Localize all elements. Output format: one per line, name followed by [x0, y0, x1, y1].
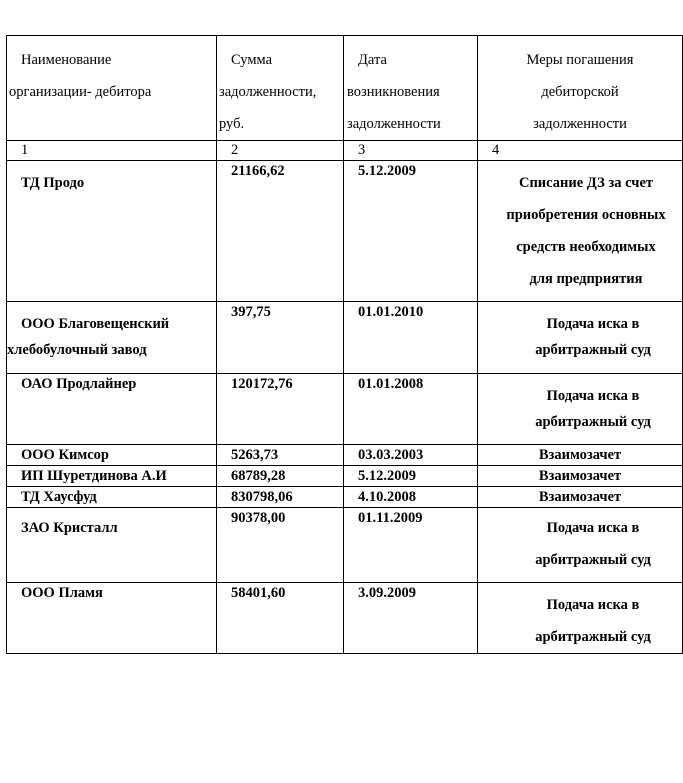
debt-amount: 397,75: [217, 302, 344, 374]
debtors-table: [6, 35, 683, 654]
measure-line: Подача иска в: [546, 520, 640, 536]
debt-date: 3.09.2009: [344, 583, 478, 654]
table-row: [7, 302, 683, 374]
header-measures: [478, 36, 683, 141]
measure-line: арбитражный суд: [535, 414, 651, 430]
repayment-measure: Взаимозачет: [478, 487, 683, 508]
debt-amount: 58401,60: [217, 583, 344, 654]
org-name: ЗАО Кристалл: [7, 508, 217, 583]
debt-date: 5.12.2009: [344, 466, 478, 487]
column-number-4: 4: [478, 141, 683, 161]
org-name-text: хлебобулочный завод: [7, 342, 147, 358]
debt-date: 4.10.2008: [344, 487, 478, 508]
debt-amount: 120172,76: [217, 374, 344, 445]
header-organization-line1: Наименование: [21, 52, 112, 68]
org-name: ООО Пламя: [7, 583, 217, 654]
measure-line: арбитражный суд: [535, 552, 651, 568]
debt-amount: 830798,06: [217, 487, 344, 508]
header-measures-line3: задолженности: [533, 116, 627, 132]
header-date: [344, 36, 478, 141]
org-name: ТД Хаусфуд: [7, 487, 217, 508]
header-organization-line2: организации- дебитора: [9, 84, 152, 100]
header-amount: [217, 36, 344, 141]
table-row: [7, 583, 683, 654]
debt-amount: 90378,00: [217, 508, 344, 583]
org-name-text: ООО Благовещенский: [21, 316, 170, 332]
table-row: [7, 466, 683, 487]
debt-date: 03.03.2003: [344, 445, 478, 466]
table-row: [7, 161, 683, 302]
debt-date: 5.12.2009: [344, 161, 478, 302]
table-row: [7, 374, 683, 445]
header-amount-line1: Сумма: [231, 52, 273, 68]
measure-line: арбитражный суд: [535, 342, 651, 358]
repayment-measure: [478, 583, 683, 654]
measure-line: арбитражный суд: [535, 629, 651, 645]
header-organization: [7, 36, 217, 141]
measure-line: Подача иска в: [546, 597, 640, 613]
header-amount-line2: задолженности,: [219, 84, 317, 100]
org-name: ОАО Продлайнер: [7, 374, 217, 445]
repayment-measure: [478, 374, 683, 445]
repayment-measure: [478, 508, 683, 583]
table-row: [7, 445, 683, 466]
measure-line: Подача иска в: [546, 316, 640, 332]
repayment-measure: Взаимозачет: [478, 445, 683, 466]
org-name: [7, 302, 217, 374]
header-date-line2: возникновения: [347, 84, 440, 100]
org-name: [7, 161, 217, 302]
measure-line: приобретения основных: [506, 207, 666, 223]
measure-line: для предприятия: [529, 271, 643, 287]
measure-line: средств необходимых: [516, 239, 656, 255]
measure-line: Подача иска в: [546, 388, 640, 404]
column-number-3: 3: [344, 141, 478, 161]
table-row: [7, 487, 683, 508]
org-name: ИП Шуретдинова А.И: [7, 466, 217, 487]
header-measures-line1: Меры погашения: [526, 52, 634, 68]
debt-date: 01.01.2010: [344, 302, 478, 374]
header-measures-line2: дебиторской: [541, 84, 619, 100]
repayment-measure: [478, 161, 683, 302]
debt-date: 01.11.2009: [344, 508, 478, 583]
header-row: [7, 36, 683, 141]
debt-amount: 5263,73: [217, 445, 344, 466]
measure-line: Списание ДЗ за счет: [518, 175, 653, 191]
table-row: [7, 508, 683, 583]
debt-amount: 21166,62: [217, 161, 344, 302]
header-date-line3: задолженности: [347, 116, 441, 132]
column-number-2: 2: [217, 141, 344, 161]
column-numbers-row: [7, 141, 683, 161]
org-name: ООО Кимсор: [7, 445, 217, 466]
column-number-1: 1: [7, 141, 217, 161]
repayment-measure: [478, 302, 683, 374]
repayment-measure: Взаимозачет: [478, 466, 683, 487]
debt-date: 01.01.2008: [344, 374, 478, 445]
header-amount-line3: руб.: [219, 116, 245, 132]
debt-amount: 68789,28: [217, 466, 344, 487]
header-date-line1: Дата: [358, 52, 387, 68]
org-name-text: ТД Продо: [21, 175, 85, 191]
